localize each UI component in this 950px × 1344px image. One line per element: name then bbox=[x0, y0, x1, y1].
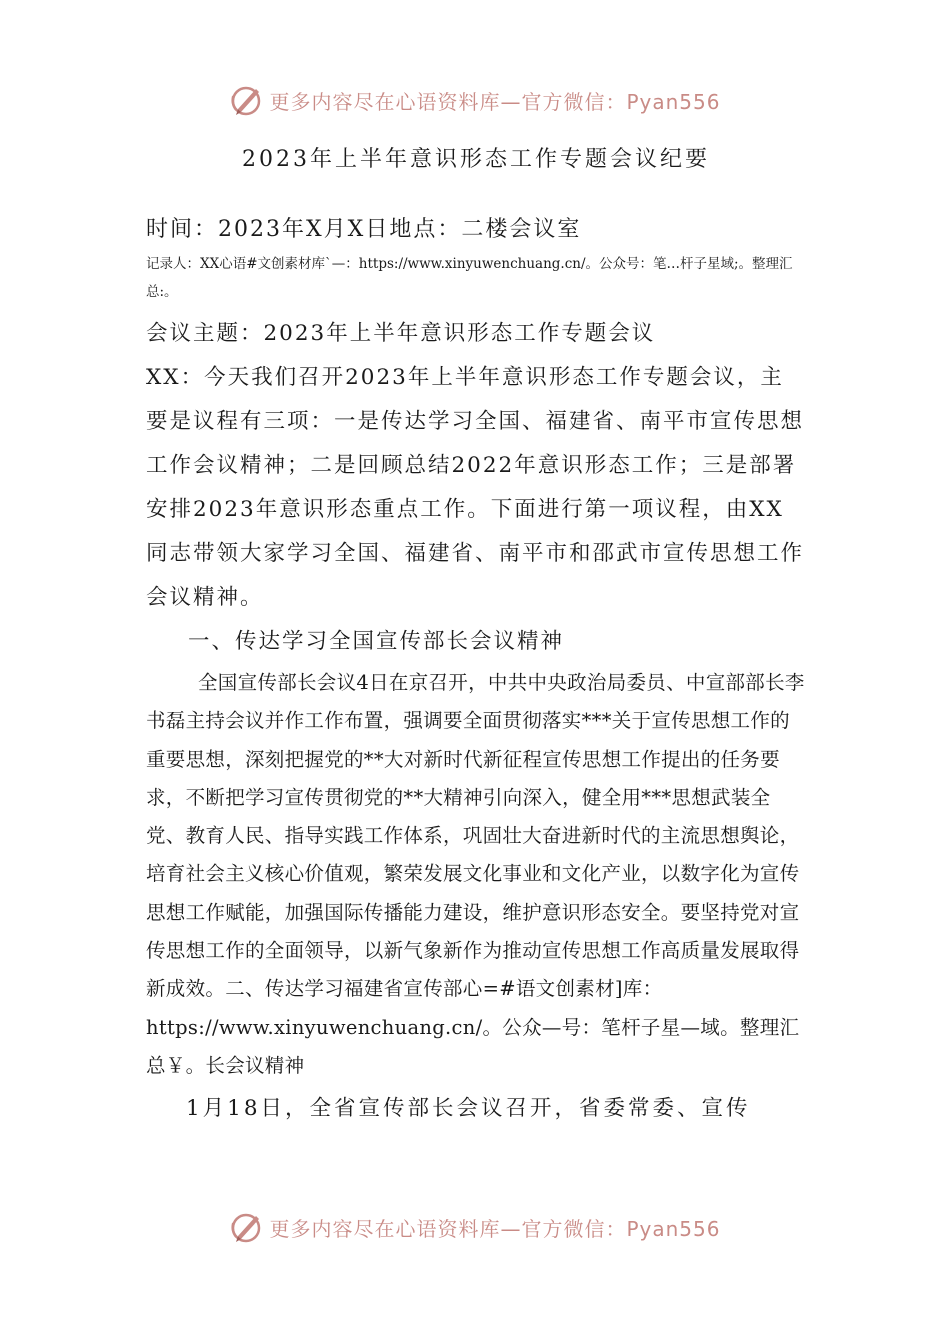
banner-text: 更多内容尽在心语资料库—官方微信：Pyan556 bbox=[269, 89, 721, 114]
section1-heading: 一、传达学习全国宣传部长会议精神 bbox=[188, 629, 565, 654]
opening-paragraph: XX：今天我们召开2023年上半年意识形态工作专题会议，主要是议程有三项：一是传达学习全国、福建省、南平市宣传思想工作会议精神；二是回顾总结2022年意识形态工作；三是部署安排2023年意识形态重点工作。下面进行第一项议程，由XX同志带领大家学习全国、福建省、南平市和邵武市宣传思想工作会议精神。 bbox=[146, 365, 805, 610]
recorder-line: 记录人：XX心语#文创素材库`—：https://www.xinyuwenchuang.cn/。公众号：笔…杆子星域;。整理汇总:。 bbox=[146, 256, 793, 300]
meeting-time-location: 时间：2023年X月X日地点：二楼会议室 bbox=[146, 217, 582, 242]
banner-text: 更多内容尽在心语资料库—官方微信：Pyan556 bbox=[269, 1216, 721, 1241]
section2-start: 1月18日，全省宣传部长会议召开，省委常委、宣传 bbox=[186, 1096, 751, 1122]
watermark-banner-top bbox=[0, 82, 950, 118]
pen-logo-icon bbox=[229, 1209, 265, 1245]
document-page bbox=[146, 140, 806, 1131]
document-title: 2023年上半年意识形态工作专题会议纪要 bbox=[242, 147, 710, 172]
meeting-topic: 会议主题：2023年上半年意识形态工作专题会议 bbox=[146, 321, 656, 346]
section1-body: 全国宣传部长会议4日在京召开，中共中央政治局委员、中宣部部长李书磊主持会议并作工作布置，强调要全面贯彻落实***关于宣传思想工作的重要思想，深刻把握党的**大对新时代新征程宣传思想工作提出的任务要求，不断把学习宣传贯彻党的**大精神引向深入，健全用***思想武装全党、教育人民、指导实践工作体系，巩固壮大奋进新时代的主流思想舆论，培育社会主义核心价值观，繁荣发展文化事业和文化产业，以数字化为宣传思想工作赋能，加强国际传播能力建设，维护意识形态安全。要坚持党对宣传思想工作的全面领导，以新气象新作为推动宣传思想工作高质量发展取得新成效。二、传达学习福建省宣传部心=#语文创素材]库：https://www.xinyuwenchuang.cn/。公众—号：笔杆子星—域。整理汇总￥。长会议精神 bbox=[146, 671, 805, 1077]
pen-logo-icon bbox=[229, 82, 265, 118]
watermark-banner-bottom bbox=[0, 1209, 950, 1245]
